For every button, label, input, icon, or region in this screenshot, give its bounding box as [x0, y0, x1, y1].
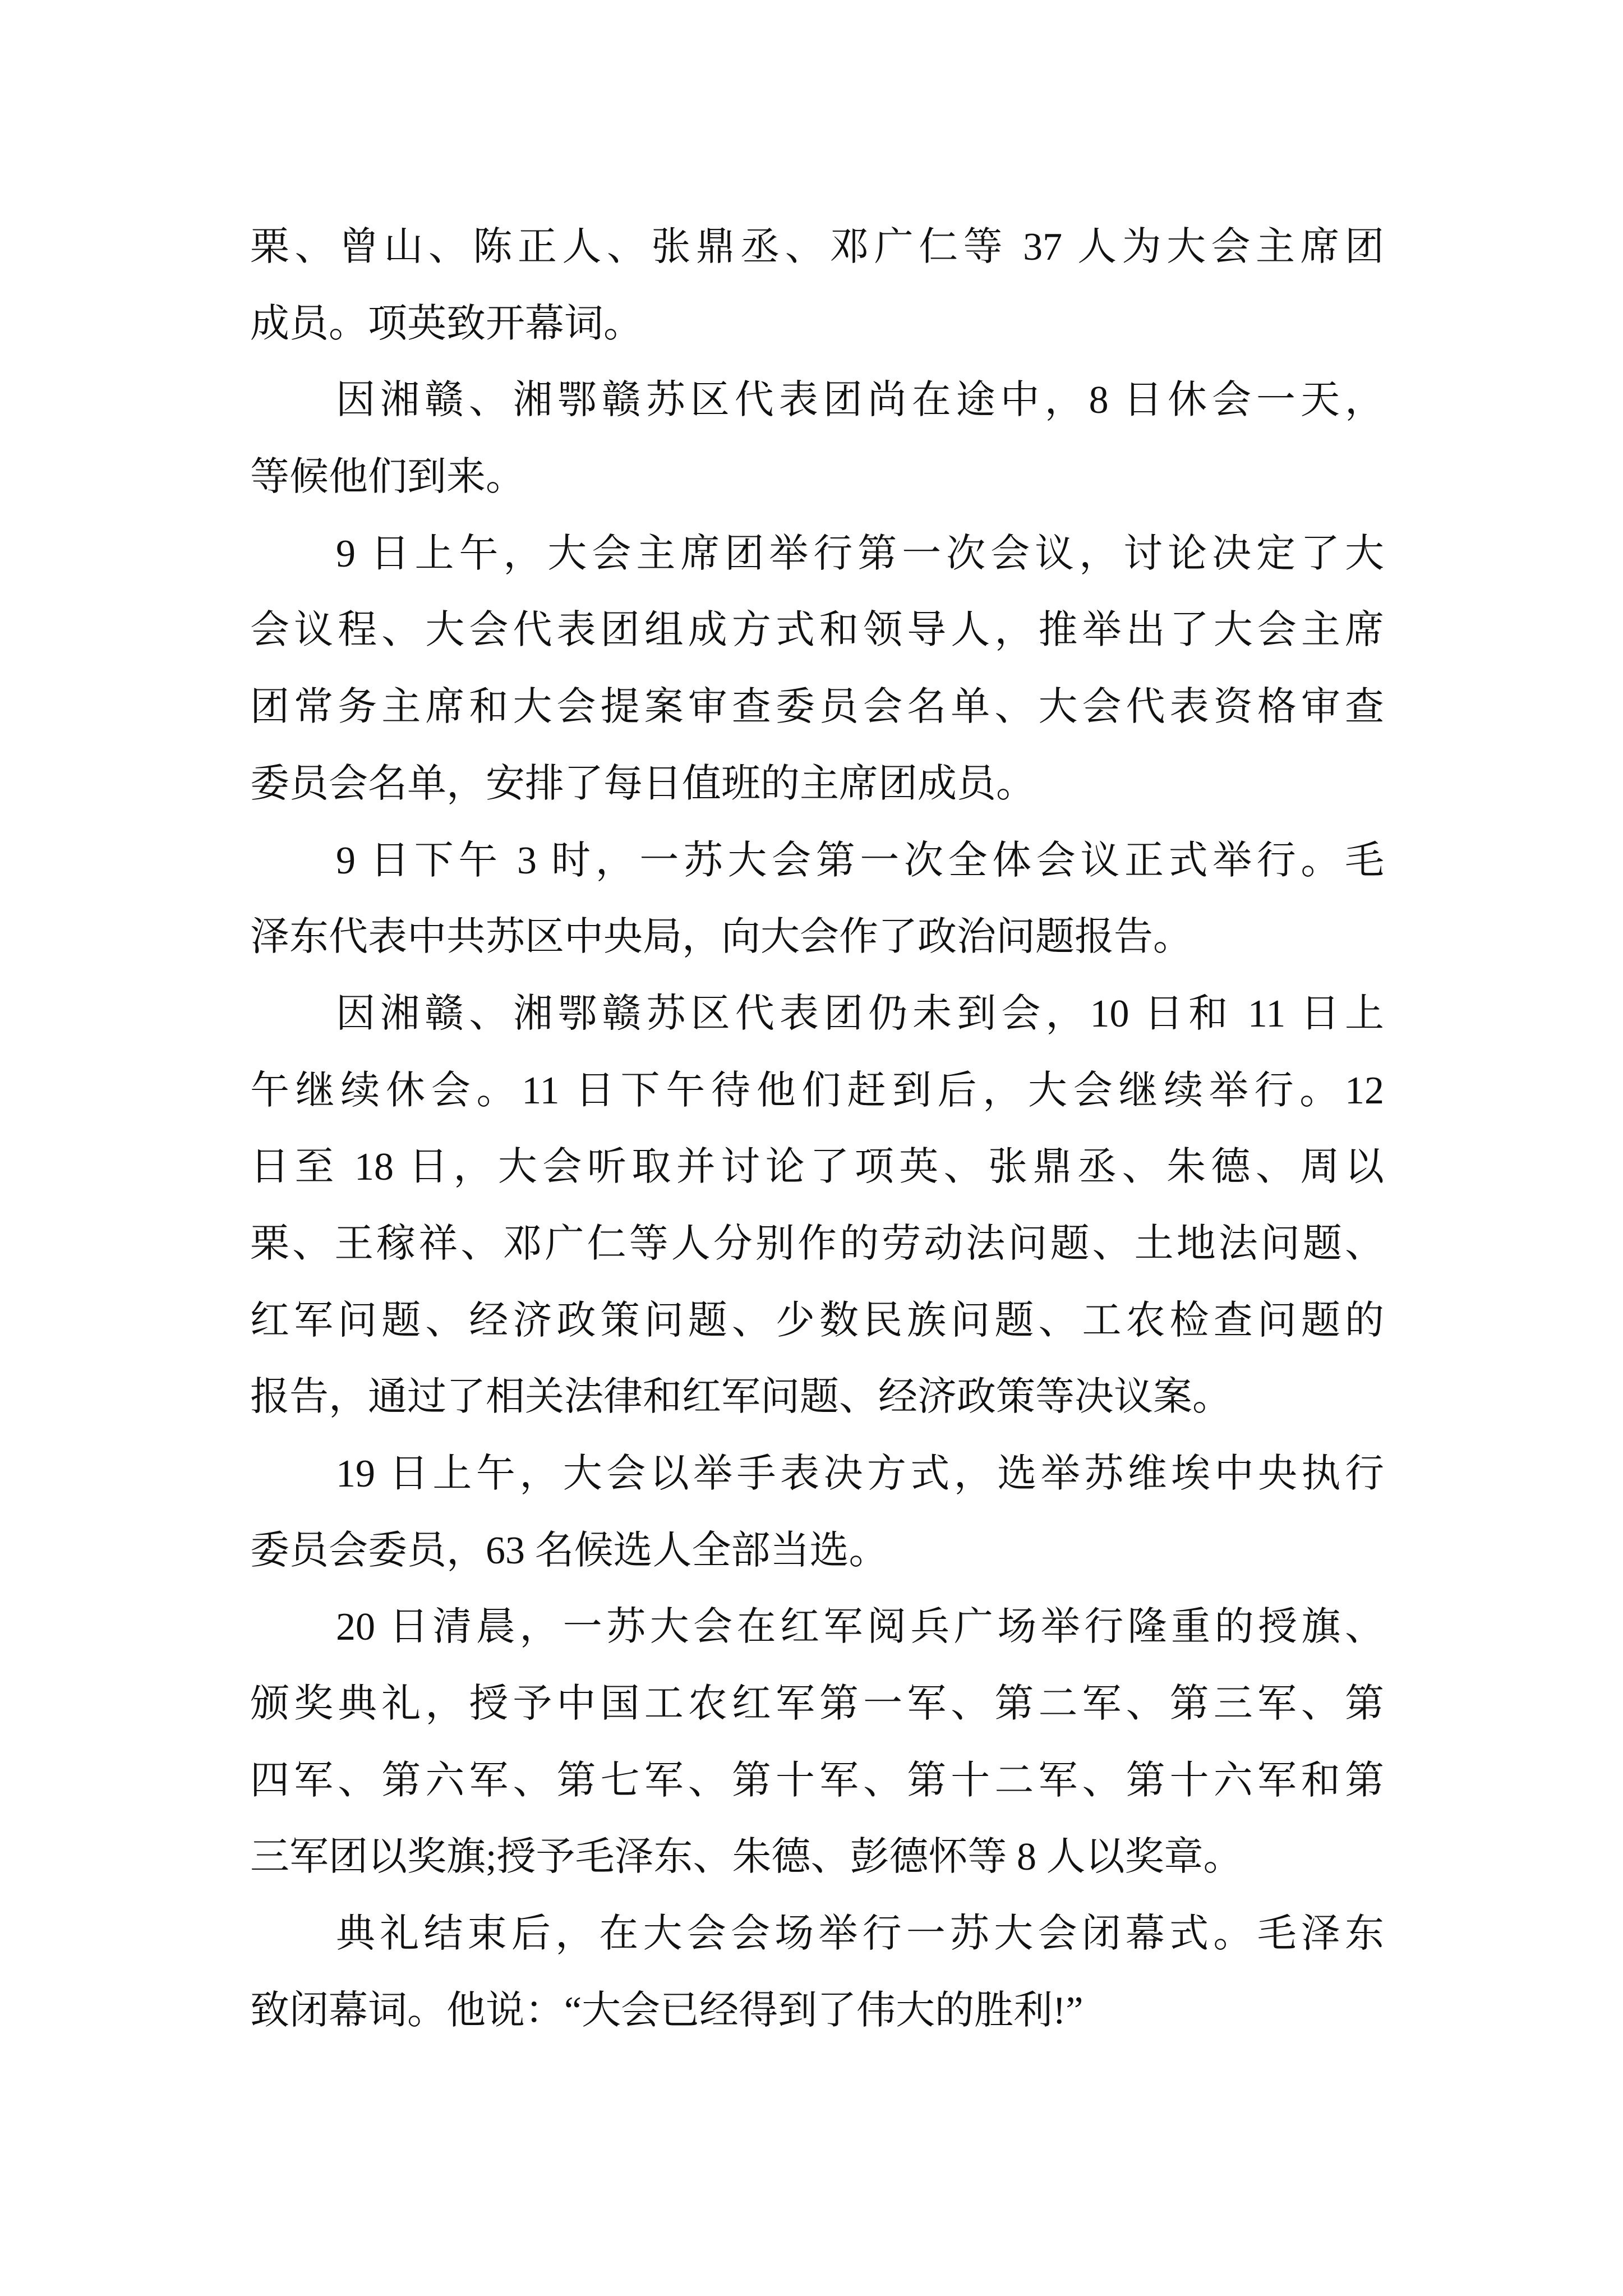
text-line: 午继续休会。11 日下午待他们赶到后，大会继续举行。12: [250, 1069, 1384, 1112]
text-line: 三军团以奖旗;授予毛泽东、朱德、彭德怀等 8 人以奖章。: [250, 1835, 1243, 1879]
text-line: 四军、第六军、第七军、第十军、第十二军、第十六军和第: [250, 1759, 1384, 1802]
text-line: 成员。项英致开幕词。: [250, 302, 643, 346]
paragraph: [250, 362, 1384, 516]
text-line: 泽东代表中共苏区中央局，向大会作了政治问题报告。: [250, 915, 1192, 959]
text-line: 20 日清晨，一苏大会在红军阅兵广场举行隆重的授旗、: [336, 1605, 1384, 1649]
text-line: 会议程、大会代表团组成方式和领导人，推举出了大会主席: [250, 609, 1384, 652]
paragraph: [250, 516, 1384, 823]
text-line: 栗、王稼祥、邓广仁等人分别作的劳动法问题、土地法问题、: [250, 1222, 1384, 1266]
text-line: 9 日上午，大会主席团举行第一次会议，讨论决定了大: [336, 532, 1384, 576]
text-line: 致闭幕词。他说：“大会已经得到了伟大的胜利!”: [250, 1989, 1083, 2032]
text-line: 栗、曾山、陈正人、张鼎丞、邓广仁等 37 人为大会主席团: [250, 226, 1384, 269]
paragraph: [250, 1896, 1384, 2049]
paragraph: [250, 823, 1384, 976]
text-line: 红军问题、经济政策问题、少数民族问题、工农检查问题的: [250, 1299, 1384, 1342]
paragraph: [250, 1589, 1384, 1896]
body-text: [250, 209, 1384, 2050]
text-line: 报告，通过了相关法律和红军问题、经济政策等决议案。: [250, 1375, 1232, 1419]
text-line: 9 日下午 3 时，一苏大会第一次全体会议正式举行。毛: [336, 839, 1384, 882]
paragraph: [250, 1436, 1384, 1589]
text-line: 团常务主席和大会提案审查委员会名单、大会代表资格审查: [250, 685, 1384, 729]
text-line: 因湘赣、湘鄂赣苏区代表团仍未到会，10 日和 11 日上: [336, 992, 1384, 1036]
text-line: 19 日上午，大会以举手表决方式，选举苏维埃中央执行: [336, 1452, 1384, 1496]
paragraph: [250, 976, 1384, 1436]
text-line: 典礼结束后，在大会会场举行一苏大会闭幕式。毛泽东: [336, 1912, 1384, 1956]
paragraph: [250, 209, 1384, 362]
text-line: 委员会名单，安排了每日值班的主席团成员。: [250, 762, 1035, 806]
text-line: 颁奖典礼，授予中国工农红军第一军、第二军、第三军、第: [250, 1682, 1384, 1726]
text-line: 因湘赣、湘鄂赣苏区代表团尚在途中，8 日休会一天，: [336, 379, 1384, 422]
text-line: 等候他们到来。: [250, 455, 525, 499]
text-line: 委员会委员，63 名候选人全部当选。: [250, 1529, 888, 1572]
text-line: 日至 18 日，大会听取并讨论了项英、张鼎丞、朱德、周以: [250, 1145, 1384, 1189]
